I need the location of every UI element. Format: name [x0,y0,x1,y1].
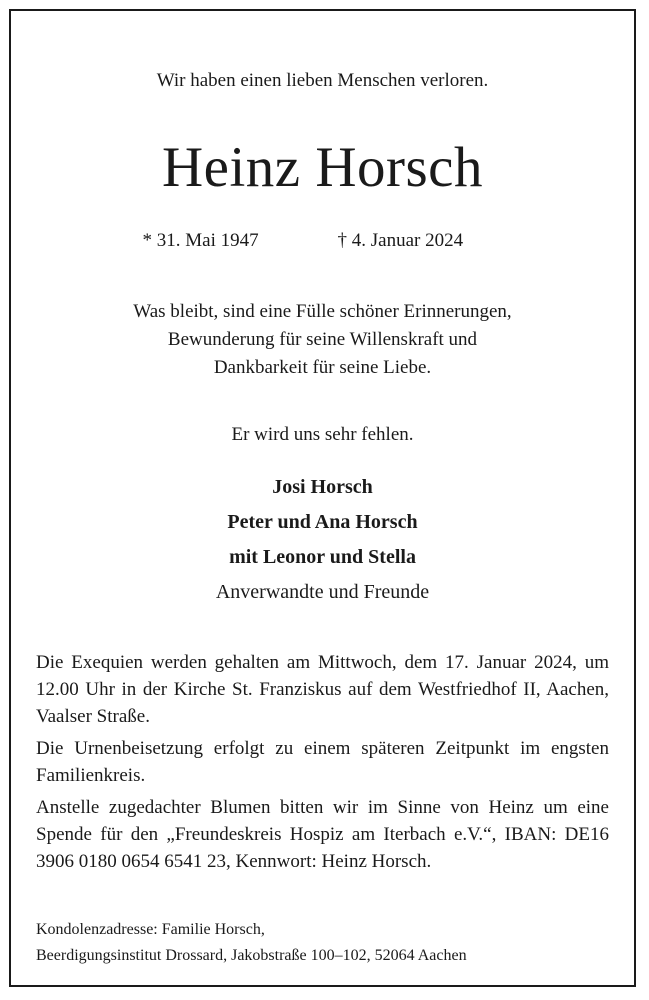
quote-line: Was bleibt, sind eine Fülle schöner Erinnerungen, [133,301,512,322]
family-member: Josi Horsch [272,476,373,498]
funeral-paragraph: Die Exequien werden gehalten am Mittwoch, dem 17. Januar 2024, um 12.00 Uhr in der Kirche St. Franziskus auf dem Westfriedhof II, Aachen, Vaalser Straße. [36,652,609,727]
memorial-quote [11,298,634,382]
urn-paragraph: Die Urnenbeisetzung erfolgt zu einem späteren Zeitpunkt im engsten Familienkreis. [36,738,609,786]
deceased-name: Heinz Horsch [162,136,483,199]
condolence-address [36,917,609,969]
quote-line: Dankbarkeit für seine Liebe. [213,357,432,378]
family-signatures [11,470,634,610]
relatives-line: Anverwandte und Freunde [215,581,430,603]
quote-line: Bewunderung für seine Willenskraft und [167,329,478,350]
life-dates [11,229,634,253]
donation-paragraph: Anstelle zugedachter Blumen bitten wir im Sinne von Heinz um eine Spende für den „Freundeskreis Hospiz am Iterbach e.V.“, IBAN: DE16 3906 0180 0654 6541 23, Kennwort: Heinz Horsch. [36,797,609,872]
obituary-frame [9,9,636,987]
death-date: † 4. Januar 2024 [337,230,464,251]
intro-text: Wir haben einen lieben Menschen verloren. [156,70,489,91]
miss-text: Er wird uns sehr fehlen. [231,424,414,445]
birth-date: * 31. Mai 1947 [142,230,259,251]
address-line: Beerdigungsinstitut Drossard, Jakobstraße 100–102, 52064 Aachen [36,947,467,964]
address-line: Kondolenzadresse: Familie Horsch, [36,921,265,938]
service-information [36,649,609,880]
family-member: Peter und Ana Horsch [227,511,418,533]
family-member: mit Leonor und Stella [229,546,416,568]
